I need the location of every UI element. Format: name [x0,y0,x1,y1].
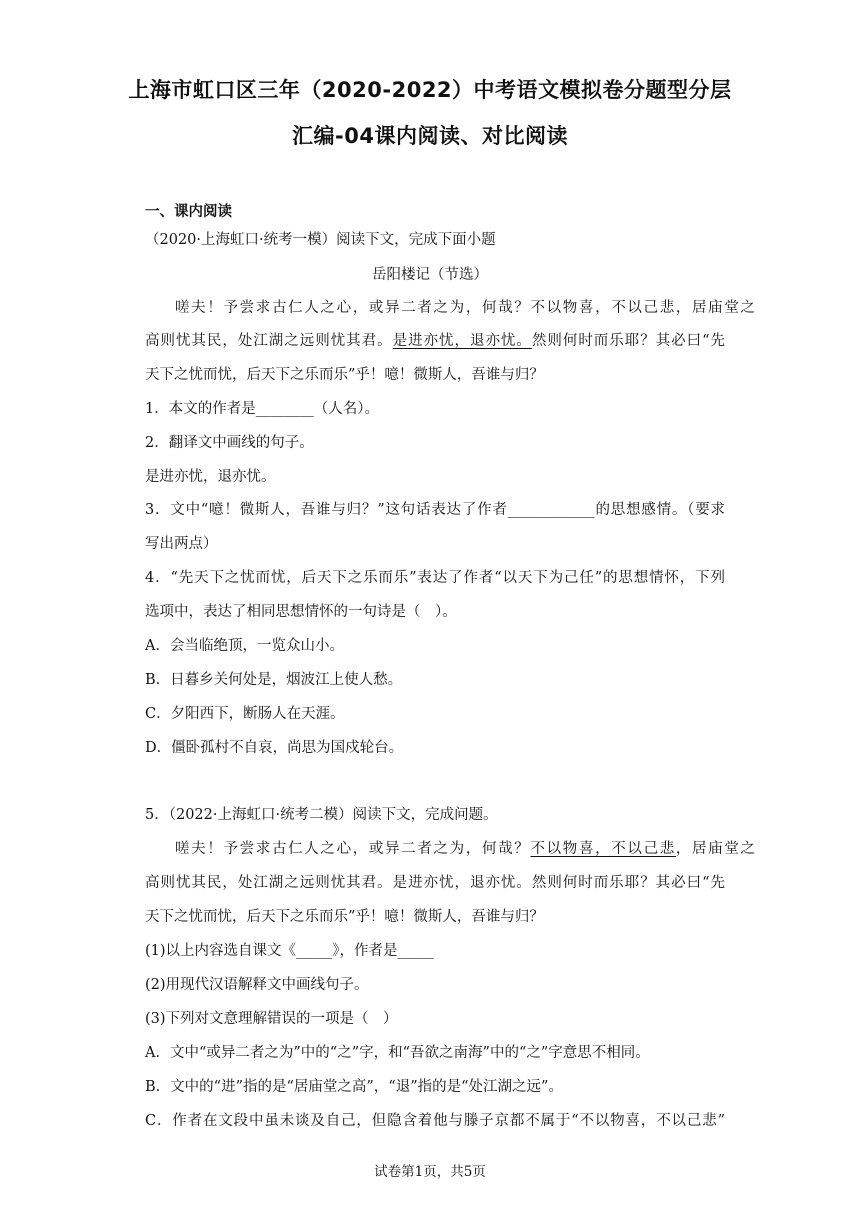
section-heading: 一、课内阅读 [145,204,232,220]
passage-text: 然则何时而乐耶？其必曰“先 [531,333,726,349]
sub-question-2: (2)用现代汉语解释文中画线句子。 [145,977,369,993]
option-a: A．文中“或异二者之为”中的“之”字，和“吾欲之南海”中的“之”字意思不相同。 [145,1045,650,1061]
passage-line: 天下之忧而忧，后天下之乐而乐”乎！噫！微斯人，吾谁与归？ [145,909,544,925]
option-b: B．日暮乡关何处是，烟波江上使人愁。 [145,672,403,688]
passage-line [145,839,755,859]
question-4: 4．“先天下之忧而忧，后天下之乐而乐”表达了作者“以天下为己任”的思想情怀，下列 [145,570,725,586]
passage-line: 高则忧其民，处江湖之远则忧其君。是进亦忧，退亦忧。然则何时而乐耶？其必曰“先 [145,875,725,891]
underlined-sentence: 不以物喜，不以己悲 [530,841,676,857]
question-intro: （2020·上海虹口·统考一模）阅读下文，完成下面小题 [145,232,496,248]
option-c: C．作者在文段中虽未谈及自己，但隐含着他与滕子京都不属于“不以物喜，不以己悲” [145,1113,725,1129]
document-title-line-2: 汇编-04课内阅读、对比阅读 [292,124,568,148]
passage-line: 嗟夫！予尝求古仁人之心，或异二者之为，何哉？不以物喜，不以己悲，居庙堂之 [175,300,755,316]
passage-text: 高则忧其民，处江湖之远则忧其君。 [145,333,393,349]
question-5-intro: 5．（2022·上海虹口·统考二模）阅读下文，完成问题。 [145,807,498,823]
underlined-sentence: 是进亦忧，退亦忧。 [392,333,532,349]
passage-text: ，居庙堂之 [675,841,756,857]
option-b: B．文中的“进”指的是“居庙堂之高”，“退”指的是“处江湖之远”。 [145,1079,563,1095]
document-title-line-1: 上海市虹口区三年（2020-2022）中考语文模拟卷分题型分层 [128,78,732,102]
passage-line [145,331,725,351]
option-d: D．僵卧孤村不自哀，尚思为国戍轮台。 [145,740,404,756]
question-2-sentence: 是进亦忧，退亦忧。 [145,469,276,485]
question-4-continued: 选项中，表达了相同思想情怀的一句诗是（ ）。 [145,604,457,620]
sub-question-1: (1)以上内容选自课文《_____》，作者是_____ [145,943,434,959]
question-3-continued: 写出两点） [145,536,218,552]
question-2: 2．翻译文中画线的句子。 [145,435,314,451]
question-1: 1．本文的作者是________（人名）。 [145,401,379,417]
sub-question-3: (3)下列对文意理解错误的一项是（ ） [145,1011,398,1027]
question-3: 3．文中“噫！微斯人，吾谁与归？”这句话表达了作者____________的思想感情。（要求 [145,502,725,518]
passage-line: 天下之忧而忧，后天下之乐而乐”乎！噫！微斯人，吾谁与归？ [145,367,544,383]
passage-text: 嗟夫！予尝求古仁人之心，或异二者之为，何哉？ [175,841,531,857]
passage-title: 岳阳楼记（节选） [372,267,488,283]
page-footer: 试卷第1页，共5页 [374,1164,486,1180]
option-c: C．夕阳西下，断肠人在天涯。 [145,706,345,722]
option-a: A．会当临绝顶，一览众山小。 [145,638,344,654]
